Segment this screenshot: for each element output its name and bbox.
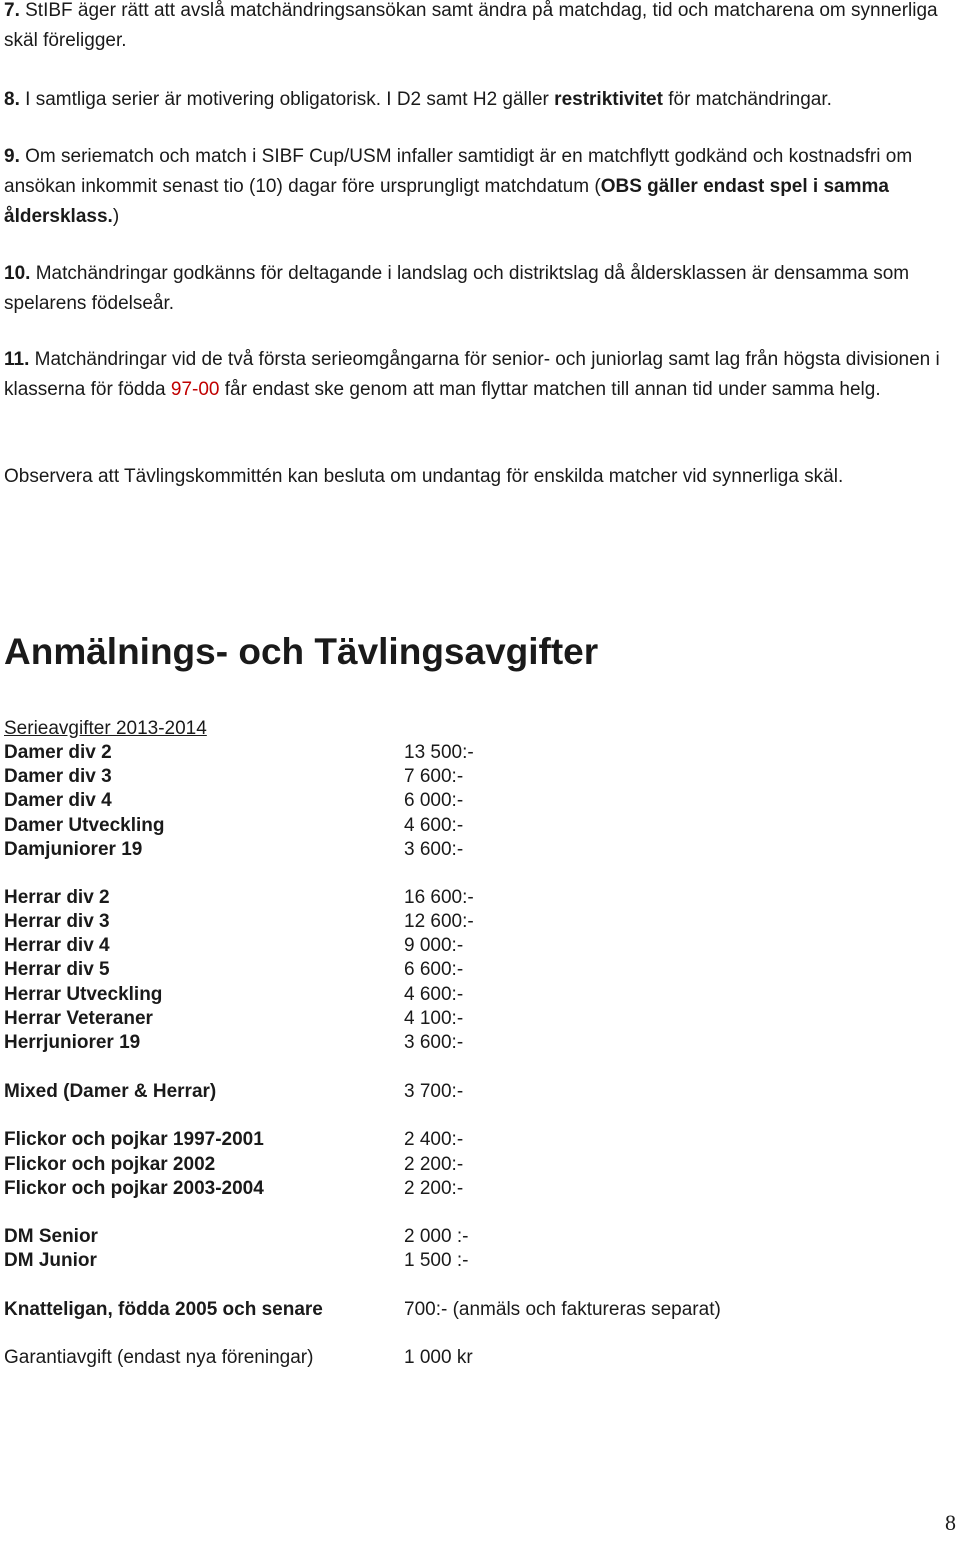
fees-heading: Anmälnings- och Tävlingsavgifter xyxy=(4,631,599,672)
fee-amount: 16 600:- xyxy=(404,887,474,908)
rule-text: Om seriematch och match i SIBF Cup/USM infaller samtidigt är en matchflytt godkänd och kostnadsfri om ansökan inkommit senast tio (10) dagar före ursprungligt matchdatum ( xyxy=(4,146,913,197)
fee-label: Flickor och pojkar 2002 xyxy=(4,1154,216,1175)
rule-text: får endast ske genom att man flyttar matchen till annan tid under samma helg. xyxy=(219,379,881,400)
fee-row xyxy=(4,983,904,1007)
fee-amount: 13 500:- xyxy=(404,742,474,763)
fee-row xyxy=(4,1080,904,1104)
fee-label: Herrar div 4 xyxy=(4,935,110,956)
fee-row xyxy=(4,1249,904,1273)
fee-row xyxy=(4,934,904,958)
fee-row xyxy=(4,741,904,765)
fee-label: Herrar Utveckling xyxy=(4,984,163,1005)
fee-label: Flickor och pojkar 1997-2001 xyxy=(4,1129,264,1150)
fee-amount: 9 000:- xyxy=(404,935,464,956)
fee-row xyxy=(4,886,904,910)
fee-row xyxy=(4,765,904,789)
fee-label: Herrar div 2 xyxy=(4,887,110,908)
fee-amount: 12 600:- xyxy=(404,911,474,932)
fee-amount: 3 600:- xyxy=(404,1032,464,1053)
fee-row xyxy=(4,1298,904,1322)
fee-amount: 2 000 :- xyxy=(404,1226,469,1247)
fee-label: Damer div 3 xyxy=(4,766,112,787)
rule-7 xyxy=(4,0,960,56)
rule-number: 11. xyxy=(4,349,30,370)
rule-11 xyxy=(4,345,960,405)
series-fees-title: Serieavgifter 2013-2014 xyxy=(4,718,207,739)
fee-label: Herrjuniorer 19 xyxy=(4,1032,141,1053)
fee-label: Herrar div 5 xyxy=(4,959,110,980)
rule-text: ) xyxy=(112,206,120,227)
exception-note: Observera att Tävlingskommittén kan besluta om undantag för enskilda matcher vid synnerliga skäl. xyxy=(4,466,844,487)
fee-label: DM Senior xyxy=(4,1226,98,1247)
fee-label: Knatteligan, födda 2005 och senare xyxy=(4,1299,323,1320)
fee-amount: 1 500 :- xyxy=(404,1250,469,1271)
fee-amount: 1 000 kr xyxy=(404,1347,473,1368)
rule-text: för matchändringar. xyxy=(662,89,832,110)
rule-number: 7. xyxy=(4,0,20,21)
fee-label: Herrar div 3 xyxy=(4,911,110,932)
fee-row xyxy=(4,1225,904,1249)
fee-row xyxy=(4,1177,904,1201)
fee-label: Damer div 4 xyxy=(4,790,112,811)
fee-label: Garantiavgift (endast nya föreningar) xyxy=(4,1347,314,1368)
fee-amount: 2 400:- xyxy=(404,1129,464,1150)
fee-amount: 4 600:- xyxy=(404,984,464,1005)
fee-row xyxy=(4,1346,904,1370)
rule-emphasis: OBS gäller endast spel i samma åldersklass. xyxy=(4,176,889,227)
fee-row xyxy=(4,838,904,862)
fee-amount: 6 000:- xyxy=(404,790,464,811)
fee-amount: 7 600:- xyxy=(404,766,464,787)
rule-emphasis: restriktivitet xyxy=(554,89,663,110)
rule-text: Matchändringar godkänns för deltagande i landslag och distriktslag då åldersklassen är densamma som spelarens födelseår. xyxy=(4,263,910,314)
fee-row xyxy=(4,1007,904,1031)
fee-label: Damjuniorer 19 xyxy=(4,839,143,860)
fee-row xyxy=(4,958,904,982)
fee-amount: 700:- (anmäls och faktureras separat) xyxy=(404,1299,721,1320)
rule-number: 8. xyxy=(4,89,20,110)
fee-label: Damer div 2 xyxy=(4,742,112,763)
rule-10 xyxy=(4,259,960,319)
fee-label: DM Junior xyxy=(4,1250,97,1271)
rule-number: 9. xyxy=(4,146,20,167)
fee-label: Flickor och pojkar 2003-2004 xyxy=(4,1178,264,1199)
fee-row xyxy=(4,789,904,813)
fee-amount: 2 200:- xyxy=(404,1154,464,1175)
rule-text: Matchändringar vid de två första serieomgångarna för senior- och juniorlag samt lag från högsta divisionen i klasserna för födda xyxy=(4,349,940,400)
rule-8 xyxy=(4,85,960,115)
birth-years-highlight: 97-00 xyxy=(170,379,220,400)
fee-label: Mixed (Damer & Herrar) xyxy=(4,1081,217,1102)
fee-row xyxy=(4,910,904,934)
fee-label: Damer Utveckling xyxy=(4,815,165,836)
fee-amount: 3 700:- xyxy=(404,1081,464,1102)
fee-row xyxy=(4,1128,904,1152)
fee-amount: 6 600:- xyxy=(404,959,464,980)
rule-text: I samtliga serier är motivering obligatorisk. I D2 samt H2 gäller xyxy=(19,89,555,110)
rule-number: 10. xyxy=(4,263,31,284)
fee-amount: 4 100:- xyxy=(404,1008,464,1029)
rule-text: StIBF äger rätt att avslå matchändringsansökan samt ändra på matchdag, tid och matcharena om synnerliga skäl föreligger. xyxy=(4,0,938,51)
fee-label: Herrar Veteraner xyxy=(4,1008,153,1029)
fee-amount: 3 600:- xyxy=(404,839,464,860)
fee-amount: 2 200:- xyxy=(404,1178,464,1199)
fee-row xyxy=(4,1031,904,1055)
page-number: 8 xyxy=(945,1510,956,1535)
fee-row xyxy=(4,814,904,838)
rule-9 xyxy=(4,142,960,232)
fee-amount: 4 600:- xyxy=(404,815,464,836)
fee-row xyxy=(4,1153,904,1177)
